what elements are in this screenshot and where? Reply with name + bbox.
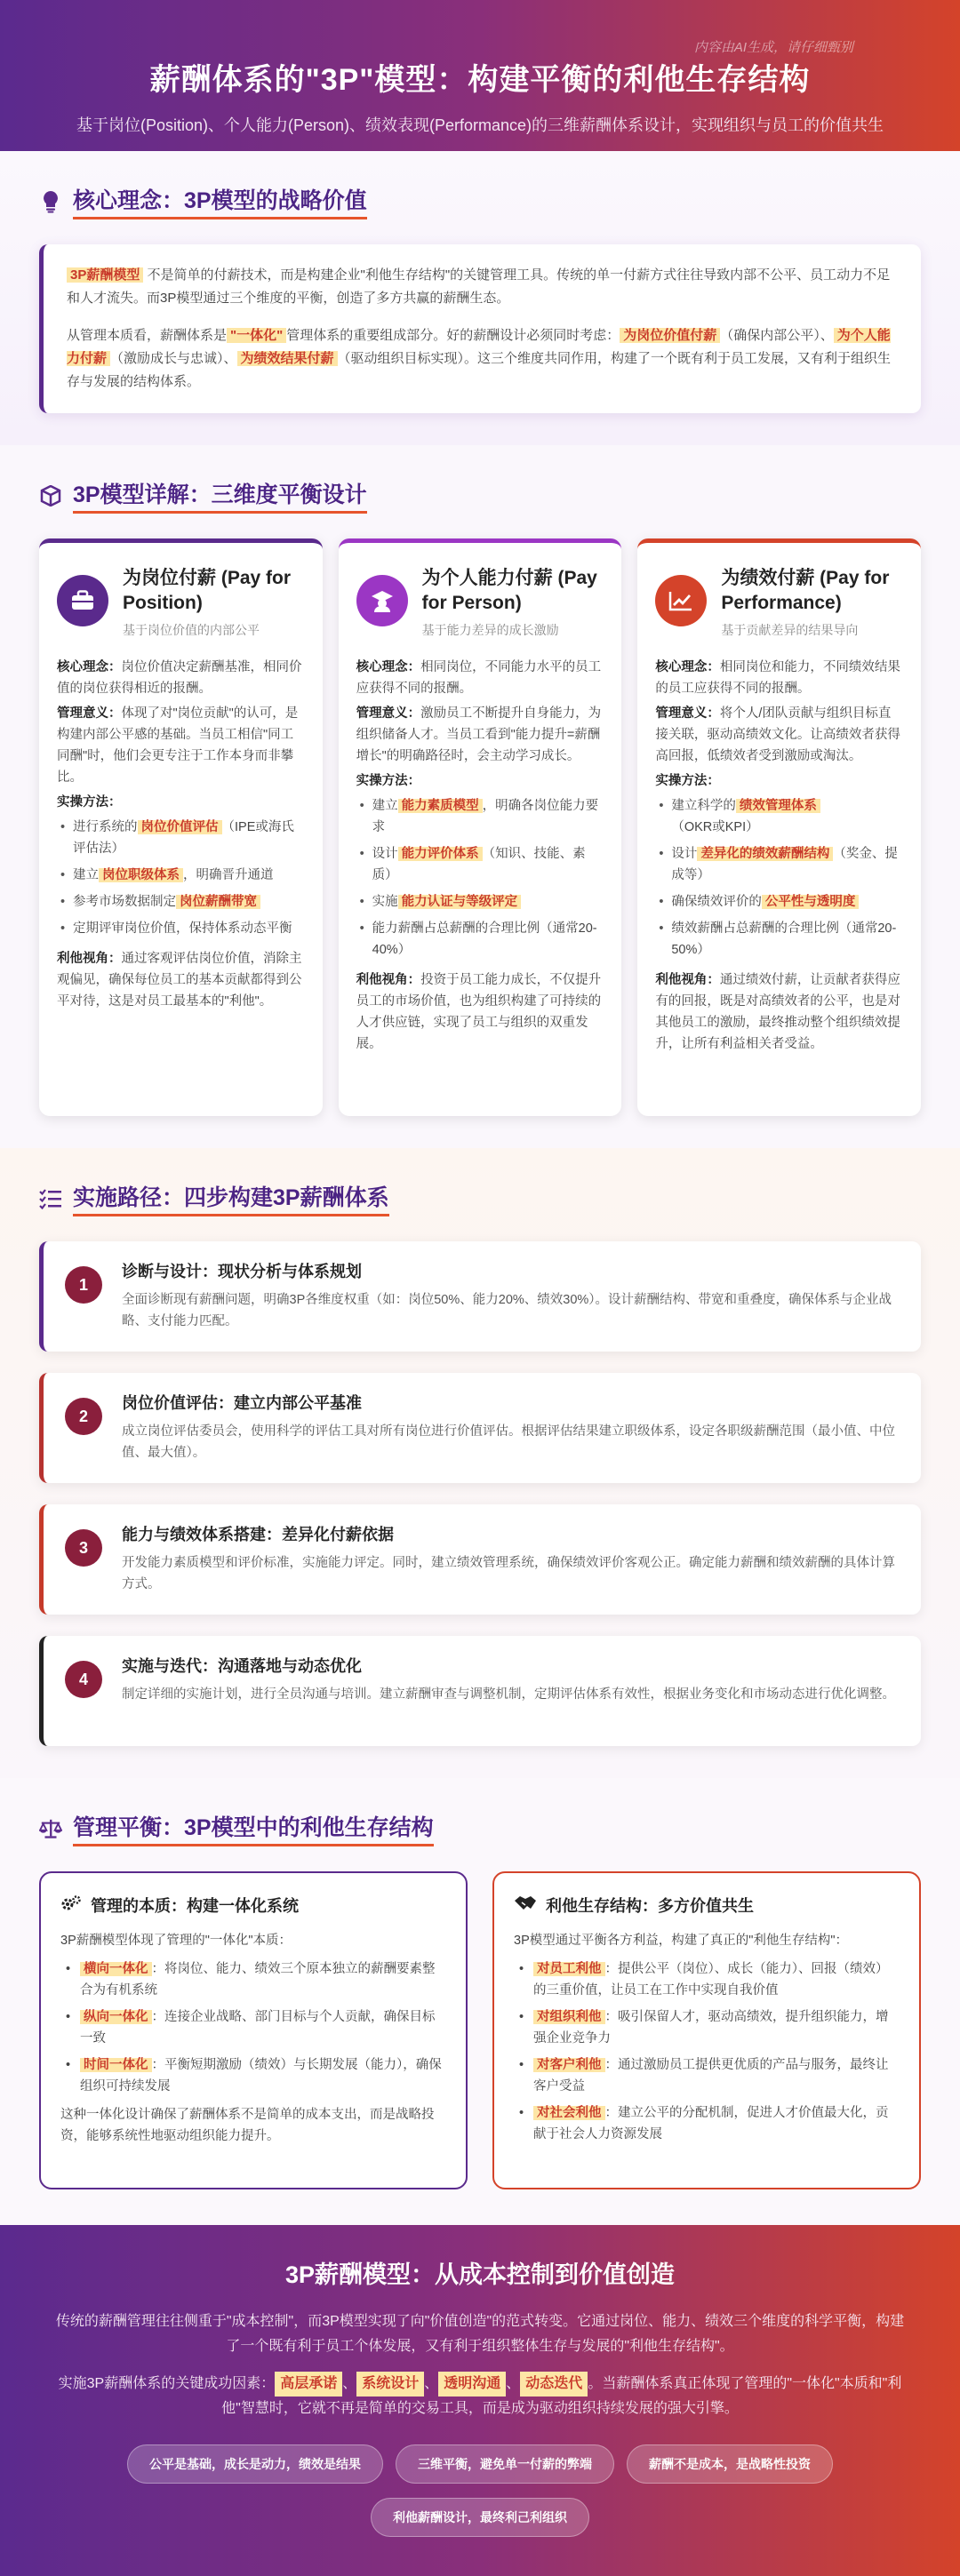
- dimension-cards: [39, 538, 921, 1116]
- card-title: 为个人能力付薪 (Pay for Person): [421, 568, 597, 613]
- step-number: 1: [65, 1266, 102, 1304]
- list-item: • 能力薪酬占总薪酬的合理比例（通常20-40%）: [356, 918, 604, 961]
- list-item: • 对员工利他 ：提供公平（岗位）、成长（能力）、回报（绩效）的三重价值，让员工在工作中实现自我价值: [514, 1958, 900, 2001]
- path-section-title: 实施路径：四步构建3P薪酬体系: [73, 1180, 389, 1216]
- slogan-pill: 公平是基础，成长是动力，绩效是结果: [127, 2444, 383, 2484]
- handshake-icon: [514, 1894, 537, 1918]
- core-section: [0, 151, 960, 445]
- factor-tag: 透明沟通: [438, 2372, 506, 2397]
- balance-section-header: [39, 1810, 921, 1846]
- core-section-title: 核心理念：3P模型的战略价值: [73, 183, 367, 219]
- slogan-pill: 利他薪酬设计，最终利己利组织: [371, 2498, 589, 2537]
- highlight: 为绩效结果付薪: [237, 351, 338, 366]
- balance-section-title: 管理平衡：3P模型中的利他生存结构: [73, 1810, 434, 1846]
- core-text-box: [39, 244, 921, 413]
- step-text: 开发能力素质模型和评价标准，实施能力评定。同时，建立绩效管理系统，确保绩效评价客观公正。确定能力薪酬和绩效薪酬的具体计算方式。: [122, 1556, 895, 1591]
- factor-tag: 系统设计: [356, 2372, 424, 2397]
- altruism-box: 利他生存结构：多方价值共生 3P模型通过平衡各方利益，构建了真正的"利他生存结构"： • 对员工利他 ：提供公平（岗位）、成长（能力）、回报（绩效）的三重价值，让员工在工作中实现自我价值 • 对组织利他 ：吸引保留人才，驱动高绩效，提升组织能力，增强企业竞争力 • 对客户利他 ：通过激励员工提供更优质的产品与服务，最终让客户受益 • 对社会利他 ：建立公平的分配机制，促进人才价值最大化，贡献于社会人力资源发展: [492, 1871, 921, 2189]
- checklist-icon: [39, 1187, 62, 1210]
- trend-chart-icon: [655, 575, 707, 626]
- step-card-4: [39, 1636, 921, 1746]
- gears-icon: [60, 1894, 82, 1918]
- detail-section-title: 3P模型详解：三维度平衡设计: [73, 477, 367, 514]
- list-item: • 参考市场数据制定 岗位薪酬带宽: [57, 891, 305, 913]
- highlight: "一体化": [227, 328, 286, 343]
- list-item: • 横向一体化 ：将岗位、能力、绩效三个原本独立的薪酬要素整合为有机系统: [60, 1958, 446, 2001]
- list-item: • 建立 能力素质模型 ，明确各岗位能力要求: [356, 795, 604, 838]
- balance-boxes: [39, 1871, 921, 2189]
- lightbulb-icon: [39, 190, 62, 213]
- highlight: 为个人能力付薪: [67, 328, 891, 366]
- list-item: • 对社会利他 ：建立公平的分配机制，促进人才价值最大化，贡献于社会人力资源发展: [514, 2102, 900, 2145]
- path-section: [0, 1148, 960, 1778]
- footer-paragraph-1: 传统的薪酬管理往往侧重于"成本控制"，而3P模型实现了向"价值创造"的范式转变。它通过岗位、能力、绩效三个维度的科学平衡，构建了一个既有利于员工个体发展，又有利于组织整体生存与发展的"利他生存结构"。: [55, 2314, 905, 2354]
- footer-paragraph-2: 实施3P薪酬体系的关键成功因素： 高层承诺 、 系统设计 、 透明沟通 、 动态迭代 。当薪酬体系真正体现了管理的"一体化"本质和"利他"智慧时，它就不再是简单的交易工具，而是成为驱动组织持续发展的强大引擎。: [53, 2372, 907, 2421]
- card-subtitle: 基于能力差异的成长激励: [421, 623, 559, 637]
- list-item: • 时间一体化 ：平衡短期激励（绩效）与长期发展（能力），确保组织可持续发展: [60, 2054, 446, 2097]
- list-item: • 设计 差异化的绩效薪酬结构 （奖金、提成等）: [655, 843, 903, 886]
- integration-box: 管理的本质：构建一体化系统 3P薪酬模型体现了管理的"一体化"本质： • 横向一体化 ：将岗位、能力、绩效三个原本独立的薪酬要素整合为有机系统 • 纵向一体化 ：连接企业战略、部门目标与个人贡献，确保目标一致 • 时间一体化 ：平衡短期激励（绩效）与长期发展（能力），确保组织可持续发展 这种一体化设计确保了薪酬体系不是简单的成本支出，而是战略投资，能够系统性地驱动组织能力提升。: [39, 1871, 468, 2189]
- box-title: 利他生存结构：多方价值共生: [546, 1897, 754, 1915]
- method-list: [655, 795, 903, 961]
- list-item: • 对客户利他 ：通过激励员工提供更优质的产品与服务，最终让客户受益: [514, 2054, 900, 2097]
- step-text: 全面诊断现有薪酬问题，明确3P各维度权重（如：岗位50%、能力20%、绩效30%）。设计薪酬结构、带宽和重叠度，确保体系与企业战略、支付能力匹配。: [122, 1293, 892, 1328]
- card-performance: 为绩效付薪 (Pay for Performance) 基于贡献差异的结果导向 核心理念：相同岗位和能力，不同绩效结果的员工应获得不同的报酬。 管理意义：将个人/团队贡献与组织目标直接关联，驱动高绩效文化。让高绩效者获得高回报，低绩效者受到激励或淘汰。 实操方法： • 建立科学的 绩效管理体系（OKR或KPI） • 设计 差异化的绩效薪酬结构 （奖金、提成等） • 确保绩效评价的 公平性与透明度 • 绩效薪酬占总薪酬的合理比例（通常20-50%） 利他视角：通过绩效付薪，让贡献者获得应有的回报，既是对高绩效者的公平，也是对其他员工的激励，最终推动整个组织绩效提升，让所有利益相关者受益。: [637, 538, 921, 1116]
- list-item: • 确保绩效评价的 公平性与透明度: [655, 891, 903, 913]
- page-subtitle: 基于岗位(Position)、个人能力(Person)、绩效表现(Performance)的三维薪酬体系设计，实现组织与员工的价值共生: [76, 116, 884, 134]
- list-item: • 实施 能力认证与等级评定: [356, 891, 604, 913]
- step-number: 4: [65, 1661, 102, 1698]
- card-person: 为个人能力付薪 (Pay for Person) 基于能力差异的成长激励 核心理念：相同岗位，不同能力水平的员工应获得不同的报酬。 管理意义：激励员工不断提升自身能力，为组织储备人才。当员工看到"能力提升=薪酬增长"的明确路径时，会主动学习成长。 实操方法： • 建立 能力素质模型 ，明确各岗位能力要求 • 设计 能力评价体系 （知识、技能、素质） • 实施 能力认证与等级评定 • 能力薪酬占总薪酬的合理比例（通常20-40%） 利他视角：投资于员工能力成长，不仅提升员工的市场价值，也为组织构建了可持续的人才供应链，实现了员工与组织的双重发展。: [339, 538, 622, 1116]
- page-title: 薪酬体系的"3P"模型：构建平衡的利他生存结构: [149, 63, 811, 97]
- list-item: • 进行系统的 岗位价值评估 （IPE或海氏评估法）: [57, 817, 305, 859]
- card-subtitle: 基于岗位价值的内部公平: [123, 623, 260, 637]
- list-item: • 对组织利他 ：吸引保留人才，驱动高绩效，提升组织能力，增强企业竞争力: [514, 2006, 900, 2049]
- step-title: 岗位价值评估：建立内部公平基准: [122, 1394, 362, 1412]
- step-title: 诊断与设计：现状分析与体系规划: [122, 1263, 362, 1280]
- step-number: 3: [65, 1529, 102, 1567]
- slogan-pills: [53, 2444, 907, 2537]
- slogan-pill: 三维平衡，避免单一付薪的弊端: [396, 2444, 614, 2484]
- method-list: [356, 795, 604, 961]
- detail-section: [0, 445, 960, 1148]
- slogan-pill: 薪酬不是成本，是战略性投资: [627, 2444, 833, 2484]
- step-card-3: [39, 1504, 921, 1615]
- detail-section-header: [39, 477, 921, 514]
- card-title: 为岗位付薪 (Pay for Position): [123, 568, 292, 613]
- list-item: • 纵向一体化 ：连接企业战略、部门目标与个人贡献，确保目标一致: [60, 2006, 446, 2049]
- list-item: • 建立 岗位职级体系 ，明确晋升通道: [57, 865, 305, 886]
- step-card-2: [39, 1373, 921, 1483]
- graduate-icon: [356, 575, 408, 626]
- highlight: 3P薪酬模型: [67, 267, 143, 283]
- step-title: 能力与绩效体系搭建：差异化付薪依据: [122, 1526, 394, 1543]
- method-list: [57, 817, 305, 939]
- summary-footer: [0, 2225, 960, 2576]
- core-section-header: [39, 183, 921, 219]
- card-subtitle: 基于贡献差异的结果导向: [721, 623, 859, 637]
- step-text: 制定详细的实施计划，进行全员沟通与培训。建立薪酬审查与调整机制，定期评估体系有效性，根据业务变化和市场动态进行优化调整。: [122, 1687, 895, 1702]
- factor-tag: 高层承诺: [275, 2372, 342, 2397]
- list-item: • 设计 能力评价体系 （知识、技能、素质）: [356, 843, 604, 886]
- path-section-header: [39, 1180, 921, 1216]
- factor-tag: 动态迭代: [520, 2372, 588, 2397]
- list-item: • 建立科学的 绩效管理体系（OKR或KPI）: [655, 795, 903, 838]
- hero-header: [0, 0, 960, 151]
- card-title: 为绩效付薪 (Pay for Performance): [721, 568, 890, 613]
- scale-icon: [39, 1817, 62, 1840]
- footer-title: 3P薪酬模型：从成本控制到价值创造: [284, 2261, 676, 2288]
- balance-section: [0, 1778, 960, 2225]
- list-item: • 定期评审岗位价值，保持体系动态平衡: [57, 918, 305, 939]
- list-item: • 绩效薪酬占总薪酬的合理比例（通常20-50%）: [655, 918, 903, 961]
- core-paragraph-1: 3P薪酬模型 不是简单的付薪技术，而是构建企业"利他生存结构"的关键管理工具。传统的单一付薪方式往往导致内部不公平、员工动力不足和人才流失。而3P模型通过三个维度的平衡，创造了多方共赢的薪酬生态。: [67, 267, 891, 306]
- briefcase-icon: [57, 575, 108, 626]
- ai-notice: 内容由AI生成，请仔细甄别: [693, 40, 853, 55]
- step-text: 成立岗位评估委员会，使用科学的评估工具对所有岗位进行价值评估。根据评估结果建立职级体系，设定各职级薪酬范围（最小值、中位值、最大值）。: [122, 1424, 895, 1460]
- card-position: 为岗位付薪 (Pay for Position) 基于岗位价值的内部公平 核心理念：岗位价值决定薪酬基准，相同价值的岗位获得相近的报酬。 管理意义：体现了对"岗位贡献"的认可，是构建内部公平感的基础。当员工相信"同工同酬"时，他们会更专注于工作本身而非攀比。 实操方法： • 进行系统的 岗位价值评估 （IPE或海氏评估法） • 建立 岗位职级体系 ，明确晋升通道 • 参考市场数据制定 岗位薪酬带宽 • 定期评审岗位价值，保持体系动态平衡 利他视角：通过客观评估岗位价值，消除主观偏见，确保每位员工的基本贡献都得到公平对待，这是对员工最基本的"利他"。: [39, 538, 323, 1116]
- step-card-1: [39, 1241, 921, 1352]
- box-title: 管理的本质：构建一体化系统: [91, 1897, 299, 1915]
- step-number: 2: [65, 1398, 102, 1435]
- step-title: 实施与迭代：沟通落地与动态优化: [122, 1657, 362, 1675]
- highlight: 为岗位价值付薪: [620, 328, 720, 343]
- core-paragraph-2: 从管理本质看，薪酬体系是 "一体化" 管理体系的重要组成部分。好的薪酬设计必须同时考虑： 为岗位价值付薪 （确保内部公平）、 为个人能力付薪 （激励成长与忠诚）、 为绩效结果付薪 （驱动组织目标实现）。这三个维度共同作用，构建了一个既有利于员工发展，又有利于组织生存与发展的结构体系。: [67, 328, 892, 389]
- cube-icon: [39, 484, 62, 507]
